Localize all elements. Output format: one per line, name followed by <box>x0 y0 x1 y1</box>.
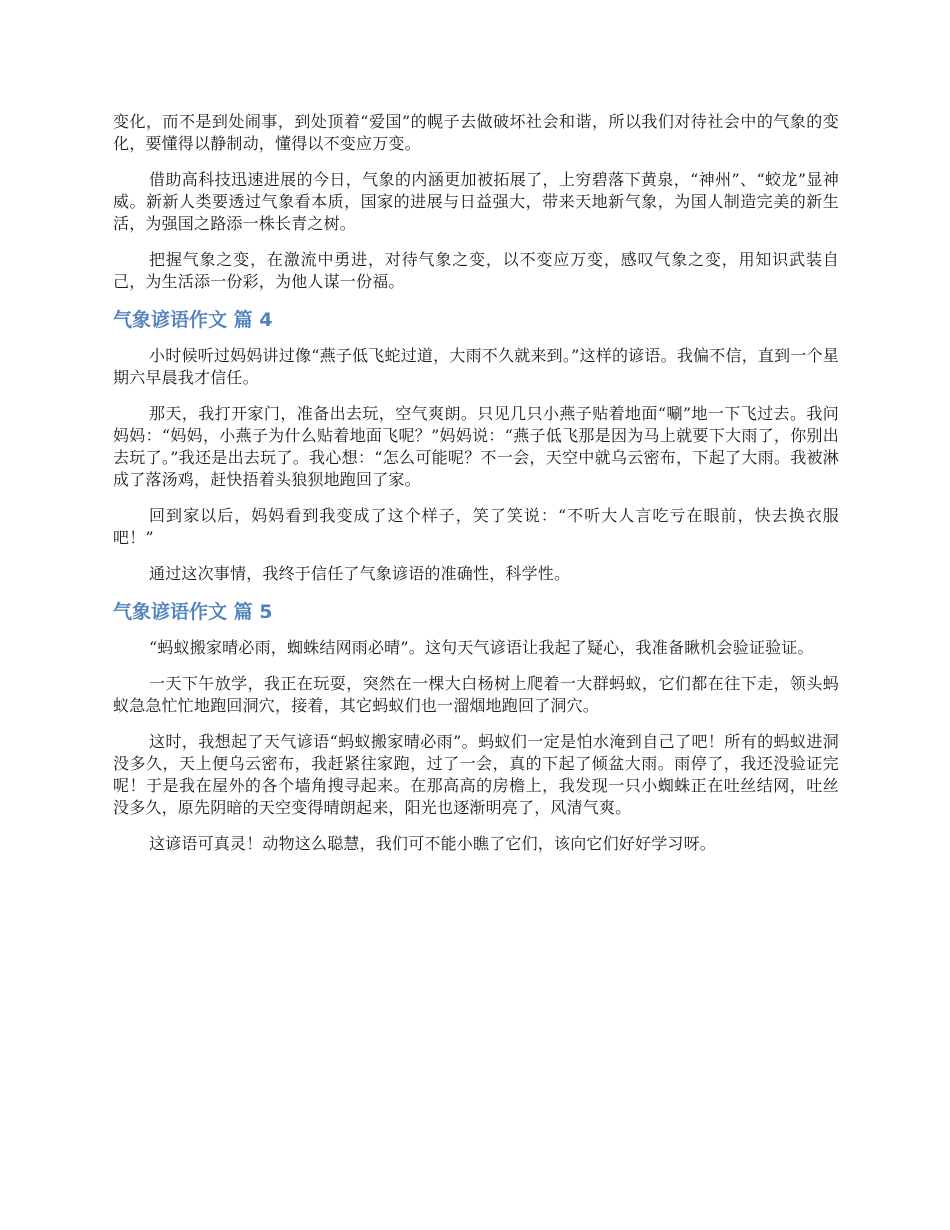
paragraph: 那天，我打开家门，准备出去玩，空气爽朗。只见几只小燕子贴着地面“唰”地一下飞过去。我问妈妈：“妈妈，小燕子为什么贴着地面飞呢？”妈妈说：“燕子低飞那是因为马上就要下大雨了，你别出去玩了。”我还是出去玩了。我心想：“怎么可能呢？不一会，天空中就乌云密布，下起了大雨。我被淋成了落汤鸡，赶快捂着头狼狈地跑回了家。 <box>113 404 839 489</box>
paragraph: 这时，我想起了天气谚语“蚂蚁搬家晴必雨”。蚂蚁们一定是怕水淹到自己了吧！所有的蚂蚁进洞没多久，天上便乌云密布，我赶紧往家跑，过了一会，真的下起了倾盆大雨。雨停了，我还没验证完呢！于是我在屋外的各个墙角搜寻起来。在那高高的房檐上，我发现一只小蜘蛛正在吐丝结网，吐丝没多久，原先阴暗的天空变得晴朗起来，阳光也逐渐明亮了，风清气爽。 <box>113 732 839 817</box>
section-heading-4: 气象谚语作文 篇 4 <box>113 309 273 331</box>
paragraph: 借助高科技迅速进展的今日，气象的内涵更加被拓展了，上穷碧落下黄泉，“神州”、“蛟龙”显神威。新新人类要透过气象看本质，国家的进展与日益强大，带来天地新气象，为国人制造完美的新生活，为强国之路添一株长青之树。 <box>113 170 839 233</box>
paragraph: 回到家以后，妈妈看到我变成了这个样子，笑了笑说：“不听大人言吃亏在眼前，快去换衣服吧！” <box>113 506 839 547</box>
section-heading-5: 气象谚语作文 篇 5 <box>113 601 273 623</box>
paragraph: 把握气象之变，在激流中勇进，对待气象之变，以不变应万变，感叹气象之变，用知识武装自己，为生活添一份彩，为他人谋一份福。 <box>113 250 839 291</box>
paragraph: 这谚语可真灵！动物这么聪慧，我们可不能小瞧了它们，该向它们好好学习呀。 <box>149 834 717 853</box>
paragraph: “蚂蚁搬家晴必雨，蜘蛛结网雨必晴”。这句天气谚语让我起了疑心，我准备瞅机会验证验证。 <box>149 638 814 657</box>
document-page <box>113 111 839 869</box>
paragraph: 一天下午放学，我正在玩耍，突然在一棵大白杨树上爬着一大群蚂蚁，它们都在往下走，领头蚂蚁急急忙忙地跑回洞穴，接着，其它蚂蚁们也一溜烟地跑回了洞穴。 <box>113 674 839 715</box>
paragraph-continuation: 变化，而不是到处闹事，到处顶着“爱国”的幌子去做破坏社会和谐，所以我们对待社会中的气象的变化，要懂得以静制动，懂得以不变应万变。 <box>113 112 839 153</box>
paragraph: 小时候听过妈妈讲过像“燕子低飞蛇过道，大雨不久就来到。”这样的谚语。我偏不信，直到一个星期六早晨我才信任。 <box>113 346 839 387</box>
paragraph: 通过这次事情，我终于信任了气象谚语的准确性，科学性。 <box>149 564 571 583</box>
